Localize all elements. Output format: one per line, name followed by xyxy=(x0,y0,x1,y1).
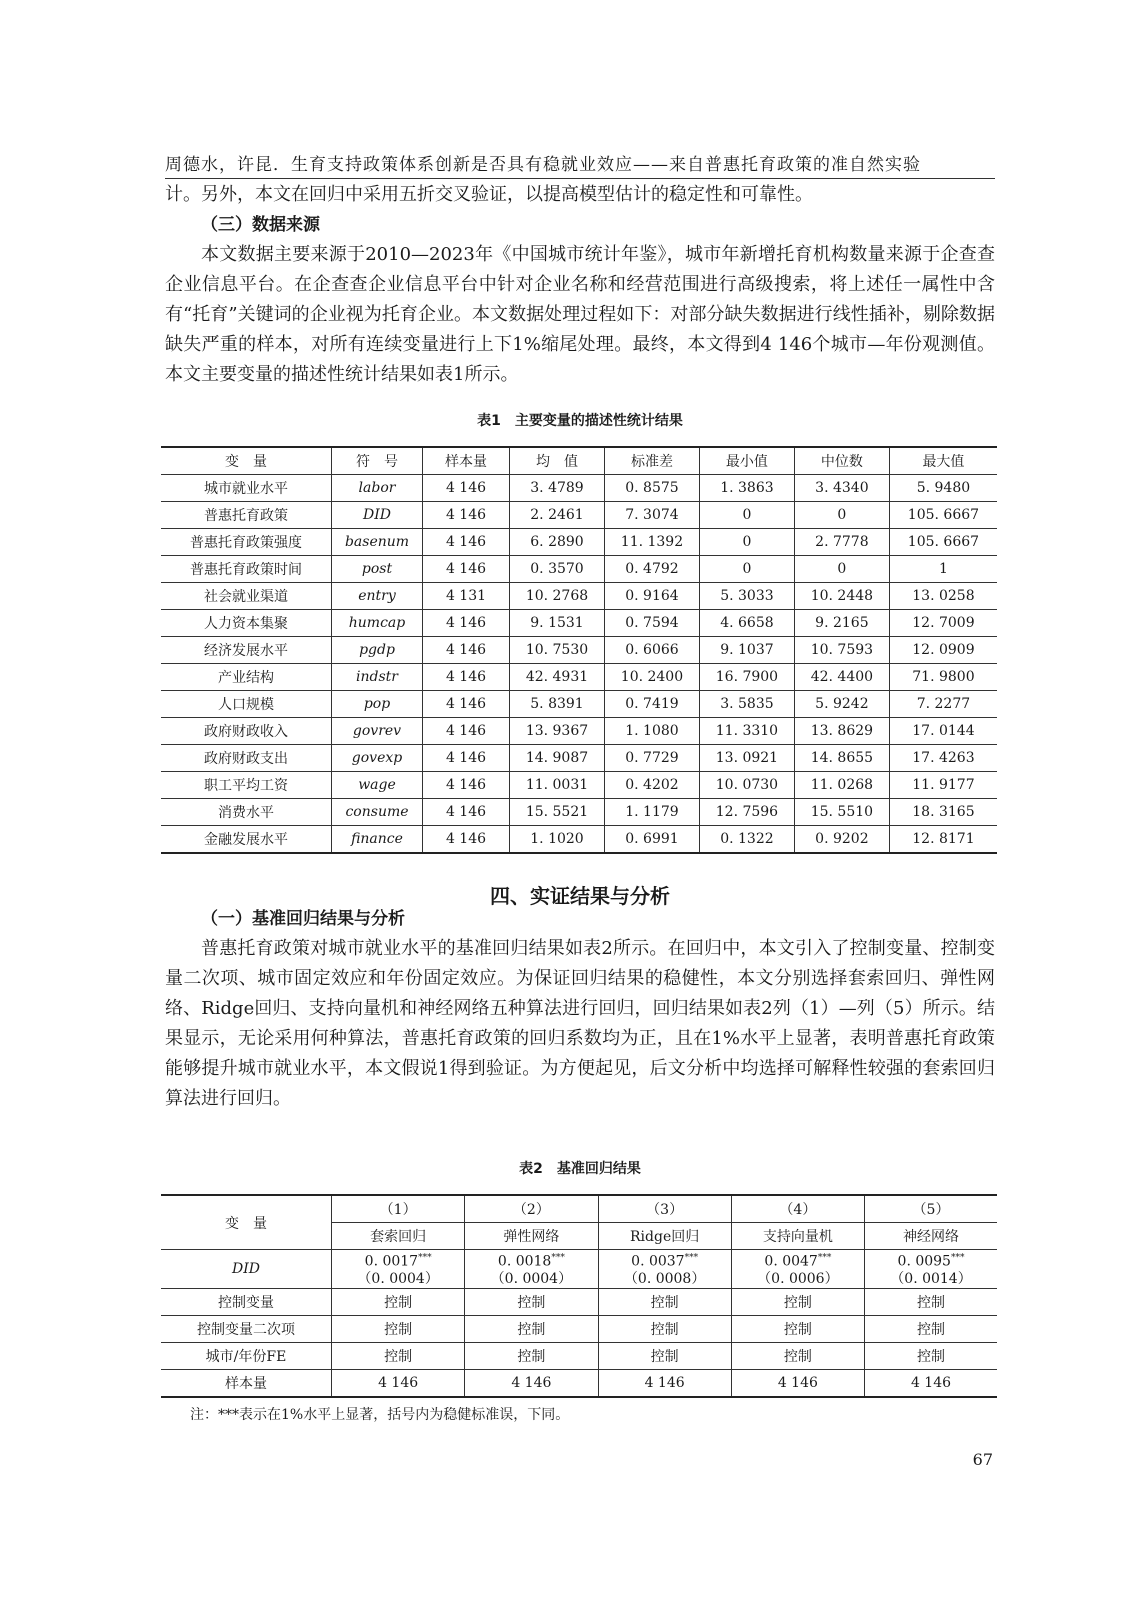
variable-name-cell: 职工平均工资 xyxy=(161,772,332,799)
did-coef-cell xyxy=(465,1250,598,1289)
table-row xyxy=(161,556,997,583)
section-3-heading: （三）数据来源 xyxy=(201,215,320,235)
table2 xyxy=(161,1194,997,1398)
table1-body xyxy=(161,475,997,854)
value-cell: 4 146 xyxy=(423,502,510,529)
value-cell: 10. 0730 xyxy=(699,772,794,799)
variable-name-cell: 政府财政支出 xyxy=(161,745,332,772)
variable-name-cell: 消费水平 xyxy=(161,799,332,826)
value-cell: 9. 1531 xyxy=(510,610,605,637)
table-row xyxy=(161,691,997,718)
value-cell: 7. 3074 xyxy=(604,502,699,529)
value-cell: 12. 7596 xyxy=(699,799,794,826)
table-row xyxy=(161,1343,997,1370)
did-se: （0. 0014） xyxy=(890,1270,972,1287)
table2-col-method: 弹性网络 xyxy=(465,1223,598,1250)
did-se: （0. 0006） xyxy=(757,1270,839,1287)
value-cell: 0. 1322 xyxy=(699,826,794,854)
symbol-cell: pop xyxy=(332,691,423,718)
value-cell: 4 146 xyxy=(332,1370,465,1398)
did-coef-cell xyxy=(731,1250,864,1289)
table1-header: 中位数 xyxy=(794,447,889,475)
value-cell: 3. 4789 xyxy=(510,475,605,502)
table-row xyxy=(161,475,997,502)
variable-name-cell: 普惠托育政策强度 xyxy=(161,529,332,556)
value-cell: 0. 8575 xyxy=(604,475,699,502)
section-4-heading: 四、实证结果与分析 xyxy=(490,884,670,908)
significance-stars: *** xyxy=(684,1253,699,1264)
value-cell: 4 146 xyxy=(465,1370,598,1398)
table-row xyxy=(161,637,997,664)
table2-header-row-1 xyxy=(161,1195,997,1223)
value-cell: 6. 2890 xyxy=(510,529,605,556)
table-row xyxy=(161,610,997,637)
table-row xyxy=(161,745,997,772)
value-cell: 42. 4931 xyxy=(510,664,605,691)
value-cell: 1. 3863 xyxy=(699,475,794,502)
symbol-cell: labor xyxy=(332,475,423,502)
value-cell: 4 146 xyxy=(423,799,510,826)
value-cell: 9. 2165 xyxy=(794,610,889,637)
value-cell: 4 146 xyxy=(423,637,510,664)
value-cell: 0 xyxy=(699,502,794,529)
table-row xyxy=(161,502,997,529)
table1-header: 标准差 xyxy=(604,447,699,475)
symbol-cell: finance xyxy=(332,826,423,854)
value-cell: 11. 9177 xyxy=(889,772,997,799)
variable-name-cell: 普惠托育政策 xyxy=(161,502,332,529)
value-cell: 4 146 xyxy=(423,475,510,502)
value-cell: 0. 9202 xyxy=(794,826,889,854)
table1-header: 符 号 xyxy=(332,447,423,475)
table2-col-number: （1） xyxy=(332,1195,465,1223)
did-coef-cell xyxy=(865,1250,998,1289)
value-cell: 0. 4202 xyxy=(604,772,699,799)
value-cell: 控制 xyxy=(731,1289,864,1316)
symbol-cell: entry xyxy=(332,583,423,610)
symbol-cell: post xyxy=(332,556,423,583)
value-cell: 9. 1037 xyxy=(699,637,794,664)
value-cell: 4 146 xyxy=(423,664,510,691)
table-row xyxy=(161,583,997,610)
value-cell: 4 146 xyxy=(423,772,510,799)
table1-caption: 表1 主要变量的描述性统计结果 xyxy=(477,413,683,429)
value-cell: 4 146 xyxy=(423,691,510,718)
value-cell: 105. 6667 xyxy=(889,529,997,556)
table2-col-number: （5） xyxy=(865,1195,998,1223)
did-coef: 0. 0095 xyxy=(897,1253,951,1270)
value-cell: 控制 xyxy=(465,1289,598,1316)
value-cell: 控制 xyxy=(598,1316,731,1343)
value-cell: 3. 5835 xyxy=(699,691,794,718)
variable-name-cell: 人口规模 xyxy=(161,691,332,718)
variable-name-cell: 人力资本集聚 xyxy=(161,610,332,637)
value-cell: 4 146 xyxy=(731,1370,864,1398)
table-row xyxy=(161,826,997,854)
value-cell: 10. 7593 xyxy=(794,637,889,664)
value-cell: 控制 xyxy=(865,1343,998,1370)
table1-header: 最大值 xyxy=(889,447,997,475)
table-row xyxy=(161,799,997,826)
did-se: （0. 0004） xyxy=(357,1270,439,1287)
section-3 xyxy=(165,180,995,390)
value-cell: 13. 0921 xyxy=(699,745,794,772)
intro-tail: 计。另外，本文在回归中采用五折交叉验证，以提高模型估计的稳定性和可靠性。 xyxy=(165,184,813,205)
symbol-cell: humcap xyxy=(332,610,423,637)
table2-col-number: （2） xyxy=(465,1195,598,1223)
value-cell: 17. 0144 xyxy=(889,718,997,745)
symbol-cell: govexp xyxy=(332,745,423,772)
value-cell: 4 146 xyxy=(598,1370,731,1398)
symbol-cell: govrev xyxy=(332,718,423,745)
table1-header: 最小值 xyxy=(699,447,794,475)
value-cell: 4. 6658 xyxy=(699,610,794,637)
table2-col-method: Ridge回归 xyxy=(598,1223,731,1250)
table2-body xyxy=(161,1195,997,1397)
header-rule xyxy=(165,178,995,179)
value-cell: 10. 2400 xyxy=(604,664,699,691)
table2-did-label: DID xyxy=(161,1250,332,1289)
variable-name-cell: 城市就业水平 xyxy=(161,475,332,502)
table1-header-row xyxy=(161,447,997,475)
variable-name-cell: 金融发展水平 xyxy=(161,826,332,854)
value-cell: 10. 2768 xyxy=(510,583,605,610)
variable-name-cell: 产业结构 xyxy=(161,664,332,691)
value-cell: 0. 7594 xyxy=(604,610,699,637)
variable-name-cell: 城市/年份FE xyxy=(161,1343,332,1370)
running-head: 周德水，许昆．生育支持政策体系创新是否具有稳就业效应——来自普惠托育政策的准自然实验 xyxy=(165,155,921,175)
table1-header: 样本量 xyxy=(423,447,510,475)
value-cell: 17. 4263 xyxy=(889,745,997,772)
value-cell: 控制 xyxy=(865,1289,998,1316)
value-cell: 控制 xyxy=(332,1289,465,1316)
value-cell: 12. 8171 xyxy=(889,826,997,854)
table2-col-number: （4） xyxy=(731,1195,864,1223)
value-cell: 4 146 xyxy=(423,529,510,556)
value-cell: 1 xyxy=(889,556,997,583)
value-cell: 0. 6991 xyxy=(604,826,699,854)
value-cell: 11. 1392 xyxy=(604,529,699,556)
value-cell: 10. 2448 xyxy=(794,583,889,610)
value-cell: 控制 xyxy=(731,1343,864,1370)
table-row xyxy=(161,1370,997,1398)
significance-stars: *** xyxy=(551,1253,565,1264)
value-cell: 11. 3310 xyxy=(699,718,794,745)
value-cell: 4 146 xyxy=(423,826,510,854)
value-cell: 7. 2277 xyxy=(889,691,997,718)
did-se: （0. 0008） xyxy=(623,1270,706,1287)
value-cell: 15. 5510 xyxy=(794,799,889,826)
significance-stars: *** xyxy=(817,1253,832,1264)
value-cell: 16. 7900 xyxy=(699,664,794,691)
table-row xyxy=(161,664,997,691)
value-cell: 0. 9164 xyxy=(604,583,699,610)
value-cell: 控制 xyxy=(731,1316,864,1343)
table2-var-header: 变 量 xyxy=(161,1195,332,1250)
value-cell: 12. 0909 xyxy=(889,637,997,664)
variable-name-cell: 社会就业渠道 xyxy=(161,583,332,610)
value-cell: 0. 7419 xyxy=(604,691,699,718)
value-cell: 4 146 xyxy=(423,718,510,745)
value-cell: 控制 xyxy=(465,1343,598,1370)
section-4-1-text: 普惠托育政策对城市就业水平的基准回归结果如表2所示。在回归中，本文引入了控制变量、控制变量二次项、城市固定效应和年份固定效应。为保证回归结果的稳健性，本文分别选择套索回归、弹性网络、Ridge回归、支持向量机和神经网络五种算法进行回归，回归结果如表2列（1）—列（5）所示。结果显示，无论采用何种算法，普惠托育政策的回归系数均为正，且在1%水平上显著，表明普惠托育政策能够提升城市就业水平，本文假说1得到验证。为方便起见，后文分析中均选择可解释性较强的套索回归算法进行回归。 xyxy=(165,938,995,1109)
symbol-cell: indstr xyxy=(332,664,423,691)
variable-name-cell: 样本量 xyxy=(161,1370,332,1398)
value-cell: 15. 5521 xyxy=(510,799,605,826)
variable-name-cell: 经济发展水平 xyxy=(161,637,332,664)
value-cell: 5. 3033 xyxy=(699,583,794,610)
table2-col-number: （3） xyxy=(598,1195,731,1223)
did-se: （0. 0004） xyxy=(490,1270,573,1287)
value-cell: 0. 6066 xyxy=(604,637,699,664)
table-row xyxy=(161,772,997,799)
value-cell: 控制 xyxy=(598,1289,731,1316)
table2-did-row xyxy=(161,1250,997,1289)
value-cell: 控制 xyxy=(865,1316,998,1343)
significance-stars: *** xyxy=(418,1253,432,1264)
value-cell: 2. 2461 xyxy=(510,502,605,529)
table2-col-method: 套索回归 xyxy=(332,1223,465,1250)
value-cell: 控制 xyxy=(332,1316,465,1343)
value-cell: 0. 7729 xyxy=(604,745,699,772)
value-cell: 5. 9480 xyxy=(889,475,997,502)
did-coef-cell xyxy=(598,1250,731,1289)
value-cell: 1. 1179 xyxy=(604,799,699,826)
page-number: 67 xyxy=(972,1450,993,1469)
value-cell: 0 xyxy=(699,556,794,583)
value-cell: 13. 9367 xyxy=(510,718,605,745)
value-cell: 12. 7009 xyxy=(889,610,997,637)
variable-name-cell: 政府财政收入 xyxy=(161,718,332,745)
value-cell: 5. 9242 xyxy=(794,691,889,718)
value-cell: 1. 1020 xyxy=(510,826,605,854)
symbol-cell: DID xyxy=(332,502,423,529)
value-cell: 控制 xyxy=(465,1316,598,1343)
did-coef: 0. 0018 xyxy=(497,1253,552,1270)
symbol-cell: wage xyxy=(332,772,423,799)
table-row xyxy=(161,1316,997,1343)
table-note: 注：***表示在1%水平上显著，括号内为稳健标准误，下同。 xyxy=(190,1407,570,1423)
value-cell: 13. 0258 xyxy=(889,583,997,610)
value-cell: 0 xyxy=(794,556,889,583)
value-cell: 0. 3570 xyxy=(510,556,605,583)
value-cell: 10. 7530 xyxy=(510,637,605,664)
value-cell: 13. 8629 xyxy=(794,718,889,745)
value-cell: 11. 0031 xyxy=(510,772,605,799)
symbol-cell: basenum xyxy=(332,529,423,556)
significance-stars: *** xyxy=(950,1253,965,1264)
variable-name-cell: 普惠托育政策时间 xyxy=(161,556,332,583)
value-cell: 14. 8655 xyxy=(794,745,889,772)
table-row xyxy=(161,529,997,556)
value-cell: 1. 1080 xyxy=(604,718,699,745)
did-coef: 0. 0037 xyxy=(631,1253,685,1270)
section-3-text: 本文数据主要来源于2010—2023年《中国城市统计年鉴》，城市年新增托育机构数量来源于企查查企业信息平台。在企查查企业信息平台中针对企业名称和经营范围进行高级搜索，将上述任一属性中含有“托育”关键词的企业视为托育企业。本文数据处理过程如下：对部分缺失数据进行线性插补，剔除数据缺失严重的样本，对所有连续变量进行上下1%缩尾处理。最终，本文得到4 146个城市—年份观测值。本文主要变量的描述性统计结果如表1所示。 xyxy=(165,244,995,385)
value-cell: 控制 xyxy=(598,1343,731,1370)
value-cell: 控制 xyxy=(332,1343,465,1370)
value-cell: 0. 4792 xyxy=(604,556,699,583)
section-4-1-heading: （一）基准回归结果与分析 xyxy=(201,909,405,929)
table2-col-method: 神经网络 xyxy=(865,1223,998,1250)
value-cell: 4 146 xyxy=(423,610,510,637)
variable-name-cell: 控制变量二次项 xyxy=(161,1316,332,1343)
value-cell: 11. 0268 xyxy=(794,772,889,799)
symbol-cell: pgdp xyxy=(332,637,423,664)
value-cell: 42. 4400 xyxy=(794,664,889,691)
value-cell: 0 xyxy=(794,502,889,529)
value-cell: 4 146 xyxy=(423,745,510,772)
table2-caption: 表2 基准回归结果 xyxy=(519,1161,641,1177)
value-cell: 105. 6667 xyxy=(889,502,997,529)
value-cell: 4 146 xyxy=(865,1370,998,1398)
value-cell: 3. 4340 xyxy=(794,475,889,502)
table-row xyxy=(161,718,997,745)
table1 xyxy=(161,446,997,854)
did-coef: 0. 0047 xyxy=(764,1253,818,1270)
value-cell: 0 xyxy=(699,529,794,556)
value-cell: 14. 9087 xyxy=(510,745,605,772)
section-4-1 xyxy=(165,904,995,1114)
value-cell: 18. 3165 xyxy=(889,799,997,826)
table-row xyxy=(161,1289,997,1316)
table1-header: 均 值 xyxy=(510,447,605,475)
did-coef: 0. 0017 xyxy=(364,1253,419,1270)
value-cell: 4 146 xyxy=(423,556,510,583)
value-cell: 4 131 xyxy=(423,583,510,610)
symbol-cell: consume xyxy=(332,799,423,826)
variable-name-cell: 控制变量 xyxy=(161,1289,332,1316)
table2-col-method: 支持向量机 xyxy=(731,1223,864,1250)
table1-header: 变 量 xyxy=(161,447,332,475)
value-cell: 5. 8391 xyxy=(510,691,605,718)
did-coef-cell xyxy=(332,1250,465,1289)
value-cell: 2. 7778 xyxy=(794,529,889,556)
value-cell: 71. 9800 xyxy=(889,664,997,691)
